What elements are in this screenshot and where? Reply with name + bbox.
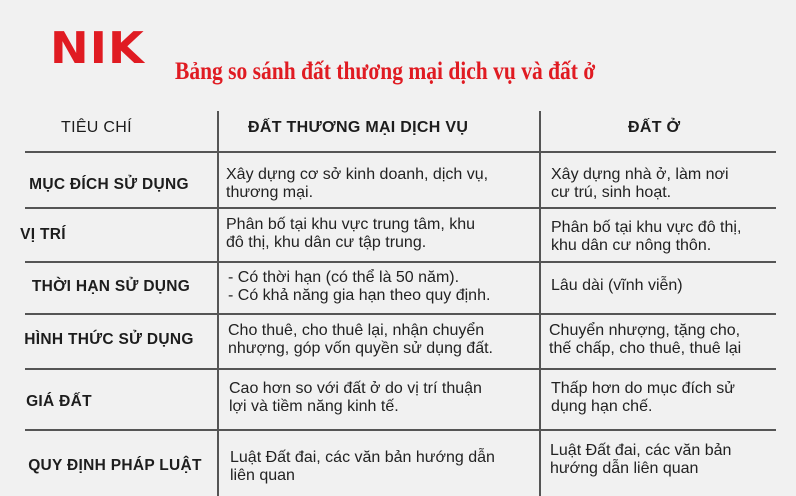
commercial-cell: Cho thuê, cho thuê lại, nhận chuyển nhượng, góp vốn quyền sử dụng đất. [228, 322, 493, 357]
residential-cell: Thấp hơn do mục đích sử dụng hạn chế. [551, 380, 735, 415]
criterion-label: QUY ĐỊNH PHÁP LUẬT [28, 457, 202, 474]
column-divider [217, 111, 219, 496]
criterion-label: GIÁ ĐẤT [26, 393, 92, 410]
row-divider [25, 151, 776, 153]
criterion-label: HÌNH THỨC SỬ DỤNG [24, 331, 194, 348]
row-divider [25, 313, 776, 315]
row-divider [25, 429, 776, 431]
criterion-label: MỤC ĐÍCH SỬ DỤNG [29, 176, 189, 193]
commercial-cell: Luật Đất đai, các văn bản hướng dẫn liên quan [230, 449, 495, 484]
row-divider [25, 368, 776, 370]
page-title: Bảng so sánh đất thương mại dịch vụ và đất ở [175, 58, 596, 85]
criterion-label: THỜI HẠN SỬ DỤNG [31, 278, 191, 295]
commercial-cell: Xây dựng cơ sở kinh doanh, dịch vụ, thương mại. [226, 166, 489, 201]
criterion-label: VỊ TRÍ [20, 226, 66, 243]
commercial-cell: Cao hơn so với đất ở do vị trí thuận lợi và tiềm năng kinh tế. [229, 380, 482, 415]
residential-cell: Lâu dài (vĩnh viễn) [551, 277, 683, 294]
residential-cell: Chuyển nhượng, tặng cho, thế chấp, cho thuê, thuê lại [549, 322, 742, 357]
header-criteria: TIÊU CHÍ [61, 119, 132, 136]
row-divider [25, 261, 776, 263]
header-residential-land: ĐẤT Ở [628, 119, 681, 136]
row-divider [25, 207, 776, 209]
nik-logo: NIK [50, 23, 145, 74]
header-commercial-land: ĐẤT THƯƠNG MẠI DỊCH VỤ [248, 119, 469, 136]
residential-cell: Phân bố tại khu vực đô thị, khu dân cư nông thôn. [551, 219, 742, 254]
residential-cell: Xây dựng nhà ở, làm nơi cư trú, sinh hoạt. [551, 166, 729, 201]
residential-cell: Luật Đất đai, các văn bản hướng dẫn liên quan [550, 442, 732, 477]
commercial-cell: - Có thời hạn (có thể là 50 năm). - Có khả năng gia hạn theo quy định. [228, 269, 491, 304]
commercial-cell: Phân bố tại khu vực trung tâm, khu đô thị, khu dân cư tập trung. [226, 216, 476, 251]
